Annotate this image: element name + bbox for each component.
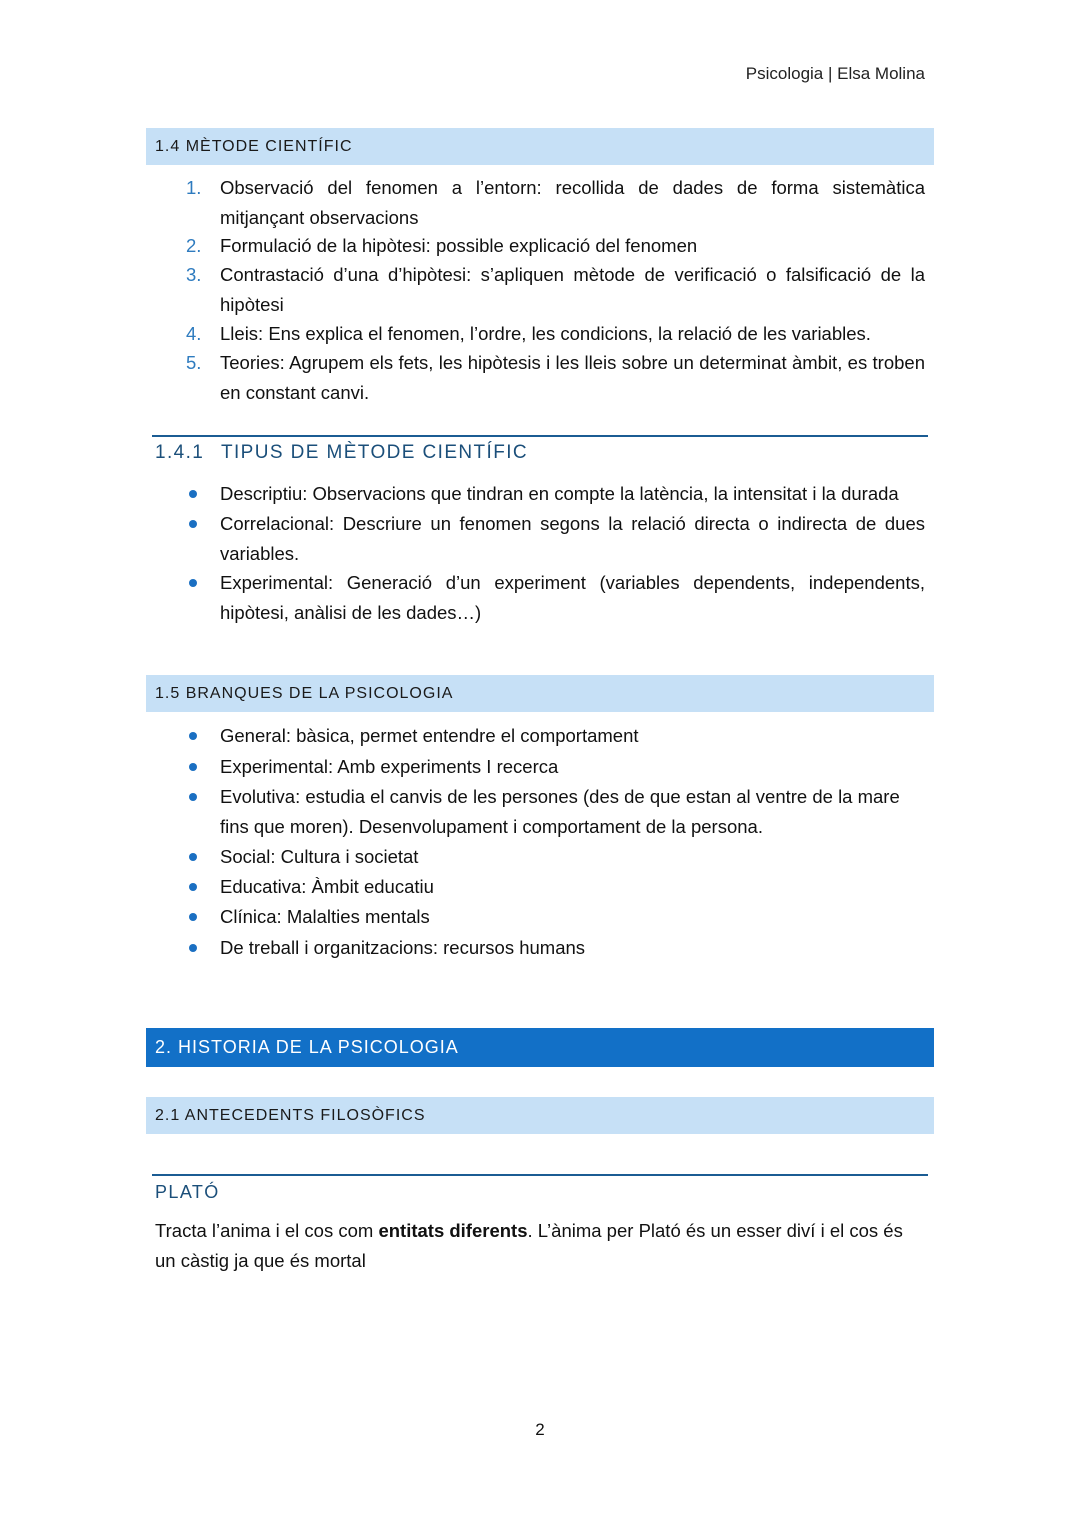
list-item (186, 231, 925, 261)
paragraph-text: Tracta l’anima i el cos com (155, 1220, 379, 1241)
list-item (186, 319, 925, 349)
subsection-heading-plato: PLATÓ (155, 1182, 220, 1202)
bullet-icon (189, 913, 197, 921)
list-item-text: De treball i organitzacions: recursos humans (220, 937, 586, 958)
list-item (220, 872, 925, 902)
bullet-icon (189, 763, 197, 771)
list-marker: 2. (186, 235, 202, 256)
list-item (220, 933, 925, 963)
list-item-text: Teories: Agrupem els fets, les hipòtesis i les lleis sobre un determinat àmbit, es troben en constant canvi. (220, 352, 925, 403)
list-item-text: Educativa: Àmbit educatiu (220, 876, 434, 897)
subsection-number: 1.4.1 (155, 442, 205, 463)
list-item (220, 568, 925, 627)
list-item-text: Correlacional: Descriure un fenomen segons la relació directa o indirecta de dues variables. (220, 513, 925, 564)
list-item-text: Contrastació d’una d’hipòtesi: s’apliquen mètode de verificació o falsificació de la hipòtesi (220, 264, 925, 315)
subsection-title: TIPUS DE MÈTODE CIENTÍFIC (221, 442, 529, 463)
list-item (220, 721, 925, 751)
list-item-text: Evolutiva: estudia el canvis de les persones (des de que estan al ventre de la mare fins que moren). Desenvolupament i comportament de la persona. (220, 786, 900, 837)
list-item (220, 479, 925, 509)
list-item-text: Formulació de la hipòtesi: possible explicació del fenomen (220, 235, 698, 256)
list-item (220, 509, 925, 568)
list-item-text: Experimental: Amb experiments I recerca (220, 756, 559, 777)
list-item (220, 842, 925, 872)
bullet-icon (189, 883, 197, 891)
bullet-icon (189, 853, 197, 861)
plato-paragraph (155, 1216, 925, 1275)
list-item-text: General: bàsica, permet entendre el comportament (220, 725, 639, 746)
list-item (186, 173, 925, 232)
list-item-text: Social: Cultura i societat (220, 846, 419, 867)
subsection-heading-1-4-1 (155, 442, 528, 464)
paragraph-text: . L’ànima per Plató és un esser diví i el cos és un càstig ja que és mortal (155, 1220, 903, 1271)
bullet-icon (189, 944, 197, 952)
list-marker: 5. (186, 352, 202, 373)
list-marker: 4. (186, 323, 202, 344)
bullet-icon (189, 490, 197, 498)
list-item-text: Experimental: Generació d’un experiment (variables dependents, independents, hipòtesi, anàlisi de les dades…) (220, 572, 925, 623)
list-item (186, 260, 925, 319)
list-item (220, 902, 925, 932)
section-heading-2-1: 2.1 ANTECEDENTS FILOSÒFICS (146, 1097, 934, 1134)
section-heading-2: 2. HISTORIA DE LA PSICOLOGIA (146, 1028, 934, 1067)
bullet-icon (189, 793, 197, 801)
list-item (186, 348, 925, 407)
list-item-text: Observació del fenomen a l’entorn: recollida de dades de forma sistemàtica mitjançant observacions (220, 177, 925, 228)
bullet-icon (189, 732, 197, 740)
subsection-divider (152, 435, 928, 437)
section-heading-1-5: 1.5 BRANQUES DE LA PSICOLOGIA (146, 675, 934, 712)
paragraph-emphasis: entitats diferents (378, 1220, 528, 1241)
page-header: Psicologia | Elsa Molina (745, 64, 925, 83)
subsection-divider (152, 1174, 928, 1176)
bullet-icon (189, 520, 197, 528)
bullet-icon (189, 579, 197, 587)
list-marker: 3. (186, 264, 202, 285)
list-item (220, 782, 925, 841)
list-marker: 1. (186, 177, 202, 198)
section-heading-1-4: 1.4 MÈTODE CIENTÍFIC (146, 128, 934, 165)
list-item (220, 752, 925, 782)
list-item-text: Clínica: Malalties mentals (220, 906, 430, 927)
page-number: 2 (535, 1420, 545, 1439)
list-item-text: Descriptiu: Observacions que tindran en compte la latència, la intensitat i la durada (220, 483, 899, 504)
list-item-text: Lleis: Ens explica el fenomen, l’ordre, les condicions, la relació de les variables. (220, 323, 871, 344)
